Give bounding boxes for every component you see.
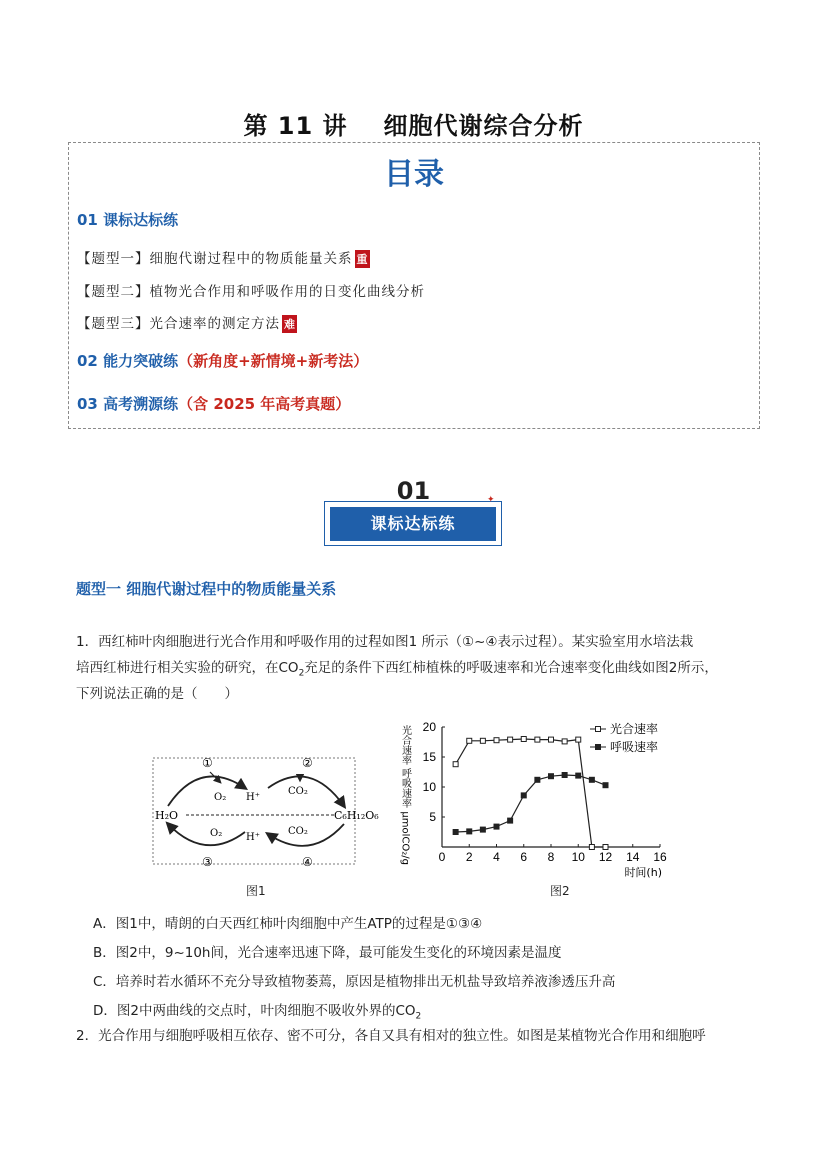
mark-4: ④ xyxy=(302,855,313,869)
y-tick-label: 20 xyxy=(422,720,436,734)
label-o2-bottom: O₂ xyxy=(210,828,223,839)
option-c[interactable]: C．培养时若水循环不充分导致植物萎蔫，原因是植物排出无机盐导致培养液渗透压升高 xyxy=(93,974,616,990)
x-tick-label: 6 xyxy=(520,850,528,864)
banner-label: 课标达标练 xyxy=(330,507,496,541)
label-co2-bottom: CO₂ xyxy=(288,826,308,837)
y-tick-label: 15 xyxy=(422,750,436,764)
series-2-point xyxy=(589,777,594,782)
figure-1-caption: 图1 xyxy=(246,884,266,898)
tag-key: 重 xyxy=(355,250,370,268)
series-1-point xyxy=(549,737,554,742)
series-1-point xyxy=(589,845,594,850)
toc-box xyxy=(68,142,760,429)
arc-process-1 xyxy=(168,776,245,806)
lecture-topic: 细胞代谢综合分析 xyxy=(383,112,584,140)
x-tick-label: 8 xyxy=(547,850,555,864)
series-1-point xyxy=(576,737,581,742)
mark-3: ③ xyxy=(202,855,213,869)
series-line-2 xyxy=(456,775,606,832)
toc-section-1[interactable]: 01 课标达标练 xyxy=(77,211,179,229)
toc-item-2[interactable]: 【题型二】植物光合作用和呼吸作用的日变化曲线分析 xyxy=(77,284,425,300)
series-1-point xyxy=(453,762,458,767)
series-2-point xyxy=(521,793,526,798)
series-1-point xyxy=(508,737,513,742)
legend-marker-1 xyxy=(596,727,601,732)
series-2-point xyxy=(562,773,567,778)
series-2-point xyxy=(576,773,581,778)
tag-hard: 难 xyxy=(282,315,297,333)
q1-line-1: 1．西红柿叶肉细胞进行光合作用和呼吸作用的过程如图1 所示（①~④表示过程）。某实验室用水培法栽 xyxy=(76,634,694,650)
section-title: 题型一 细胞代谢过程中的物质能量关系 xyxy=(76,580,337,598)
series-1-point xyxy=(494,738,499,743)
series-2-point xyxy=(549,774,554,779)
label-o2-top: O₂ xyxy=(214,792,227,803)
mark-2: ② xyxy=(302,756,313,770)
q1-line-3: 下列说法正确的是（ ） xyxy=(76,686,238,702)
label-co2-top: CO₂ xyxy=(288,786,308,797)
x-tick-label: 0 xyxy=(438,850,446,864)
y-axis-label: 光合速率 呼吸速率 μmolCO₂/g xyxy=(399,725,411,865)
figure-1-frame xyxy=(153,758,355,864)
option-a[interactable]: A．图1中，晴朗的白天西红柿叶肉细胞中产生ATP的过程是①③④ xyxy=(93,916,483,932)
series-1-point xyxy=(467,738,472,743)
figure-2-chart xyxy=(385,715,675,885)
series-1-point xyxy=(603,845,608,850)
label-h-top: H⁺ xyxy=(246,792,260,803)
series-2-point xyxy=(535,777,540,782)
q1-line-2: 培西红柿进行相关实验的研究，在$CO_2$充足的条件下西红柿植株的呼吸速率和光合速率变化曲线如图2所示， xyxy=(76,660,718,679)
figure-2-caption: 图2 xyxy=(550,884,570,898)
y-tick-label: 5 xyxy=(429,810,436,824)
series-2-point xyxy=(453,830,458,835)
figure-1-diagram xyxy=(150,750,379,870)
x-tick-label: 12 xyxy=(598,850,613,864)
label-glucose: C₆H₁₂O₆ xyxy=(334,809,379,822)
y-tick-label: 10 xyxy=(422,780,436,794)
banner-star-icon: ✦ xyxy=(487,495,495,505)
mark-1: ① xyxy=(202,756,213,770)
toc-section-3[interactable]: 03 高考溯源练（含 2025 年高考真题） xyxy=(77,395,351,413)
x-axis-label: 时间(h) xyxy=(624,866,662,879)
x-tick-label: 16 xyxy=(653,850,667,864)
legend-label-2: 呼吸速率 xyxy=(610,740,659,754)
banner-number: 01 xyxy=(396,477,431,505)
x-tick-label: 4 xyxy=(493,850,500,864)
label-h-bottom: H⁺ xyxy=(246,832,260,843)
series-1-point xyxy=(562,739,567,744)
lecture-number: 第 11 讲 xyxy=(243,112,348,140)
option-d[interactable]: D．图2中两曲线的交点时，叶肉细胞不吸收外界的$CO_2$ xyxy=(93,1003,422,1022)
label-h2o: H₂O xyxy=(155,809,179,822)
toc-section-2[interactable]: 02 能力突破练（新角度+新情境+新考法） xyxy=(77,352,369,370)
legend-marker-2 xyxy=(596,745,601,750)
series-2-point xyxy=(480,827,485,832)
arc-process-3 xyxy=(168,824,245,845)
x-tick-label: 10 xyxy=(571,850,585,864)
series-2-point xyxy=(467,829,472,834)
x-tick-label: 2 xyxy=(465,850,473,864)
series-2-point xyxy=(603,783,608,788)
toc-item-1[interactable]: 【题型一】细胞代谢过程中的物质能量关系 重 xyxy=(77,251,368,267)
series-1-point xyxy=(521,737,526,742)
toc-heading: 目录 xyxy=(384,157,444,192)
toc-item-3[interactable]: 【题型三】光合速率的测定方法 难 xyxy=(77,316,295,332)
page-title xyxy=(0,106,827,141)
series-2-point xyxy=(494,824,499,829)
option-b[interactable]: B．图2中，9~10h间，光合速率迅速下降，最可能发生变化的环境因素是温度 xyxy=(93,945,562,961)
x-tick-label: 14 xyxy=(626,850,640,864)
series-2-point xyxy=(508,818,513,823)
legend-label-1: 光合速率 xyxy=(610,722,659,736)
series-1-point xyxy=(480,738,485,743)
series-1-point xyxy=(535,737,540,742)
q2-line-1: 2．光合作用与细胞呼吸相互依存、密不可分，各自又具有相对的独立性。如图是某植物光合作用和细胞呼 xyxy=(76,1028,706,1044)
